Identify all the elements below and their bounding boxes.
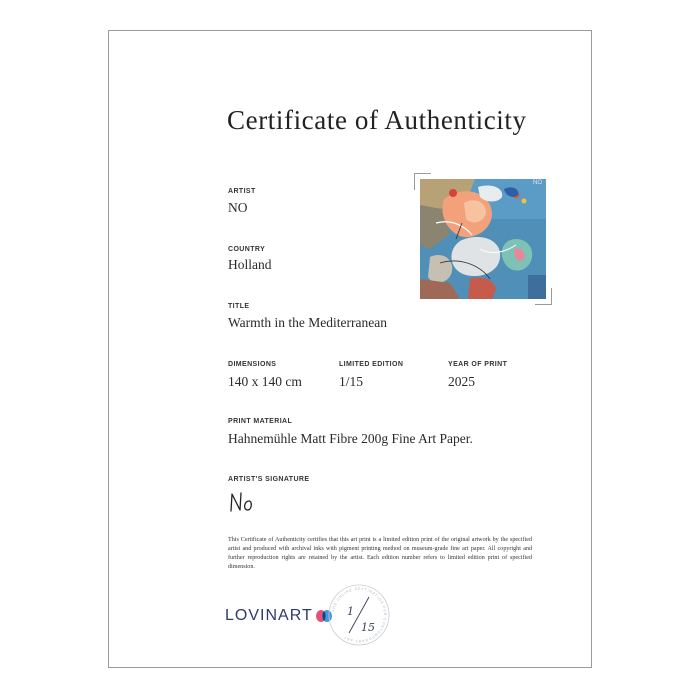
print-material-label: PRINT MATERIAL [228, 418, 293, 425]
artwork-image [420, 179, 546, 299]
lovinart-logo [225, 607, 333, 625]
limited-edition-value: 1/15 [339, 374, 364, 389]
year-of-print-label: YEAR OF PRINT [448, 361, 508, 368]
artist-label: ARTIST [228, 188, 256, 195]
legal-text: This Certificate of Authenticity certifies that this art print is a limited edition print of the original artwork by the specified artist and produced with archival inks with pigment printing method on museum-grade fine art paper. All copyright and further reproduction rights are retained by the artist. Each edition number refers to limited edition print of specified dimension. [228, 537, 532, 570]
certificate-sheet [108, 30, 592, 668]
title-label: TITLE [228, 303, 250, 310]
edition-stamp [327, 583, 391, 647]
stamp-edition-total: 15 [361, 621, 375, 634]
dimensions-label: DIMENSIONS [228, 361, 277, 368]
edition-stamp-graphic [327, 583, 391, 647]
signature-label: ARTIST'S SIGNATURE [228, 476, 310, 483]
artwork-thumbnail [420, 179, 546, 299]
year-of-print-value: 2025 [448, 374, 475, 389]
certificate-title: Certificate of Authenticity [227, 105, 527, 135]
country-value: Holland [228, 257, 272, 272]
dimensions-value: 140 x 140 cm [228, 374, 302, 389]
logo-text: LOVINART [225, 607, 313, 624]
stamp-edition-number: 1 [347, 605, 354, 618]
limited-edition-label: LIMITED EDITION [339, 361, 404, 368]
artist-value: NO [228, 200, 248, 215]
country-label: COUNTRY [228, 246, 266, 253]
artwork-watermark: NO [533, 180, 542, 186]
artist-signature [228, 489, 258, 515]
title-value: Warmth in the Mediterranean [228, 315, 387, 330]
stamp-ring-text: THE ONLINE DESTINATION FOR CONTEMPORARY ART [331, 586, 388, 644]
print-material-value: Hahnemühle Matt Fibre 200g Fine Art Paper. [228, 431, 473, 446]
